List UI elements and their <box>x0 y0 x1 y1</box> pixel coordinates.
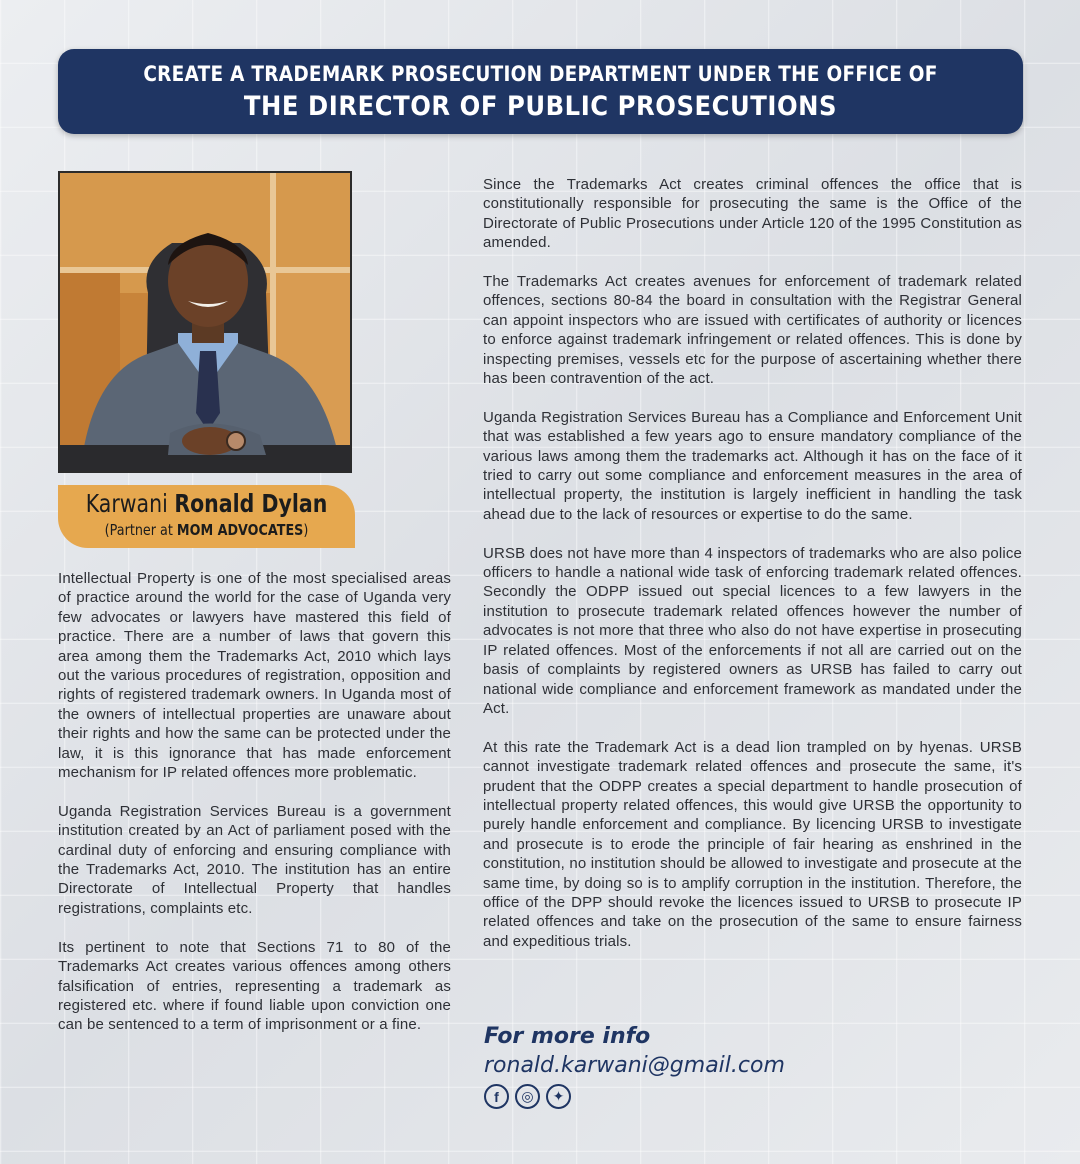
right-paragraph-2: The Trademarks Act creates avenues for enforcement of trademark related offences, sections 80-84 the board in consultation with the Registrar General can appoint inspectors who are issued with certificates of authority or licences to enforce against trademark infringement or related offences. This is done by inspecting premises, vessels etc for the purpose of ascertaining whether there has been contravention of the act. <box>483 273 1022 388</box>
title-line-2: THE DIRECTOR OF PUBLIC PROSECUTIONS <box>243 91 838 122</box>
author-name <box>85 489 329 518</box>
right-paragraph-3: Uganda Registration Services Bureau has a Compliance and Enforcement Unit that was established a few years ago to ensure mandatory compliance of the various laws among them the trademarks act. Although it has on the face of it tried to carry out some compliance and enforcement measures in the area of intellectual property, the institution is largely inefficient in handling the task ahead due to the lack of resources or expertise to do the same. <box>483 408 1022 523</box>
left-paragraph-1: Intellectual Property is one of the most specialised areas of practice around the world for the case of Uganda very few advocates or lawyers have mastered this field of practice. There are a number of laws that govern this area among them the Trademarks Act, 2010 which lays out the various procedures of registration, opposition and rights of registered trademark owners. In Uganda most of the owners of intellectual properties are unaware about their rights and how the same can be protected under the law, it is this ignorance that has made enforcement mechanism for IP related offences more problematic. <box>58 570 451 782</box>
author-bold-name: Ronald Dylan <box>174 489 328 518</box>
author-first-name: Karwani <box>85 489 168 518</box>
facebook-icon[interactable]: f <box>484 1084 509 1109</box>
author-portrait-illustration <box>60 173 352 473</box>
left-paragraph-3: Its pertinent to note that Sections 71 to 80 of the Trademarks Act creates various offences among others falsification of entries, representing a trademark as registered etc. where if found liable upon conviction one can be sentenced to a term of imprisonment or a fine. <box>58 938 451 1034</box>
twitter-icon[interactable]: ✦ <box>546 1084 571 1109</box>
instagram-icon[interactable]: ◎ <box>515 1084 540 1109</box>
right-paragraph-1: Since the Trademarks Act creates criminal offences the office that is constitutionally responsible for prosecuting the same is the Office of the Directorate of Public Prosecutions under Article 120 of the 1995 Constitution as amended. <box>483 176 1022 252</box>
author-role-prefix: (Partner at <box>104 521 173 539</box>
author-photo <box>58 171 352 473</box>
author-firm: MOM ADVOCATES <box>176 521 304 539</box>
author-role-suffix: ) <box>303 521 309 539</box>
right-column <box>483 175 1022 951</box>
title-banner <box>58 49 1023 134</box>
left-column <box>58 569 451 1035</box>
author-role <box>80 521 332 539</box>
right-paragraph-5: At this rate the Trademark Act is a dead lion trampled on by hyenas. URSB cannot investigate trademark related offences and prosecute the same, it's prudent that the ODPP creates a special department to handle prosecution of intellectual property related offences, this would give URSB the opportunity to purely handle enforcement and compliance. By licencing URSB to investigate and prosecute is to erode the principle of fair hearing as enshrined in the constitution, no institution should be allowed to investigate and prosecute at the same time, by doing so is to amplify corruption in the institution. Therefore, the office of the DPP should revoke the licences issued to URSB to prosecute IP related offences and take on the prosecution of the same to ensure fairness and expeditious trials. <box>483 738 1022 950</box>
contact-info <box>484 1024 1024 1109</box>
title-line-1: CREATE A TRADEMARK PROSECUTION DEPARTMENT UNDER THE OFFICE OF <box>143 62 938 86</box>
social-icons <box>484 1084 1024 1109</box>
contact-email-link[interactable]: ronald.karwani@gmail.com <box>484 1053 785 1078</box>
right-paragraph-4: URSB does not have more than 4 inspectors of trademarks who are also police officers to handle a national wide task of enforcing trademark related offences. Secondly the ODPP issued out special licences to a few lawyers in the institution to prosecute trademark related offences however the number of advocates is not more that three who also do not have expertise in prosecuting IP related offences. Most of the enforcements if not all are carried out on the basis of complaints by registered owners as URSB has failed to carry out national wide compliance and enforcement framework as mandated under the Act. <box>483 544 1022 717</box>
author-name-badge <box>58 485 355 548</box>
contact-heading: For more info <box>484 1024 651 1049</box>
left-paragraph-2: Uganda Registration Services Bureau is a government institution created by an Act of parliament posed with the cardinal duty of enforcing and ensuring compliance with the Trademarks Act, 2010. The institution has an entire Directorate of Intellectual Property that handles registrations, complaints etc. <box>58 802 451 917</box>
